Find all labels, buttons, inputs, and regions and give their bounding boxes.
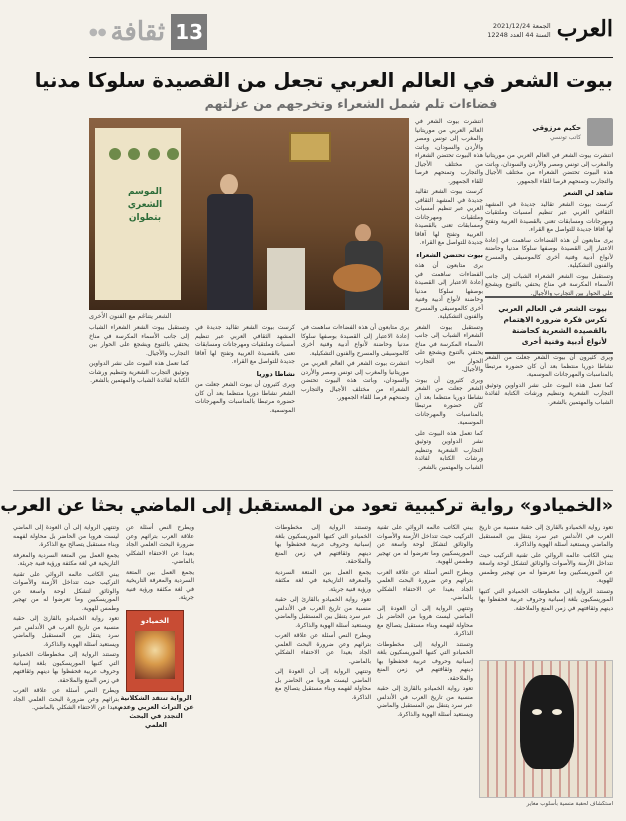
article-column-1b: ويرى كثيرون أن بيوت الشعر جعلت من الشعر نشاطا دوريا منتظما بعد أن كان حضوره مرتبطا بالمناسبات والمهرجانات الموسمية. كما تعمل هذه البيوت على نشر الدواوين وتوثيق التجارب الشعرية وتنظيم ورشات الكتابة لفائدة الشباب والمهتمين بالشعر. (485, 354, 613, 406)
speaker-figure (207, 174, 253, 310)
issue-number: السنة 44 العدد 12248 (487, 31, 551, 39)
story2-column-3: وتستند الرواية إلى مخطوطات الخميادو التي كتبها الموريسكيون بلغة إسبانية وحروف عربية فحفظوا بها دينهم وثقافتهم في زمن المنع والملاحقة. يجمع العمل بين المتعة السردية والمعرفة التاريخية في لغة مكثفة ورؤية فنية جريئة. تعود رواية الخميادو بالقارئ إلى حقبة منسية من تاريخ العرب في الأندلس عبر سرد يتنقل بين المستقبل والماضي ويستعيد أسئلة الهوية والذاكرة. ويطرح النص أسئلة عن علاقة العرب بتراثهم وعن ضرورة البحث العلمي الجاد بعيدا عن الاحتفاء الشكلي بالماضي. وتنتهي الرواية إلى أن العودة إلى الماضي ليست هروبا من الحاضر بل محاولة لفهمه وبناء مستقبل يتصالح مع الذاكرة. (275, 524, 371, 701)
main-headline[interactable]: بيوت الشعر في العالم العربي تجعل من القصيدة سلوكا مدنيا (34, 69, 613, 92)
event-banner (95, 128, 181, 300)
masthead (89, 14, 613, 58)
article-column-1: انتشرت بيوت الشعر في العالم العربي من موريتانيا والمغرب إلى تونس ومصر والأردن والسودان، وباتت هذه البيوت تحتضن الشعراء من مختلف الأجيال والتجارب وتمنحهم فرصا للقاء الجمهور. شاهد لي الشعر كرست بيوت الشعر تقاليد جديدة في المشهد الثقافي العربي عبر تنظيم أمسيات وملتقيات ومهرجانات ومسابقات تعنى بالقصيدة العربية وتفتح لها آفاقا جديدة للتواصل مع القراء. يرى متابعون أن هذه الفضاءات ساهمت في إعادة الاعتبار إلى القصيدة بوصفها سلوكا مدنيا وحاضنة لأنواع أدبية وفنية أخرى كالموسيقى والمسرح والفنون التشكيلية. وتستقبل بيوت الشعر الشعراء الشباب إلى جانب الأسماء المكرسة في مناخ يحتفي بالتنوع ويشجع على الحوار بين التجارب والأجيال. (485, 152, 613, 297)
story2-column-5: وتنتهي الرواية إلى أن العودة إلى الماضي ليست هروبا من الحاضر بل محاولة لفهمه وبناء مستقبل يتصالح مع الذاكرة. يجمع العمل بين المتعة السردية والمعرفة التاريخية في لغة مكثفة ورؤية فنية جريئة. يبني الكاتب عالمه الروائي على تقنية التركيب حيث تتداخل الأزمنة والأصوات والوثائق لتشكل لوحة واسعة عن الموريسكيين وما تعرضوا له من تهجير وطمس للهوية. تعود رواية الخميادو بالقارئ إلى حقبة منسية من تاريخ العرب في الأندلس عبر سرد يتنقل بين المستقبل والماضي ويستعيد أسئلة الهوية والذاكرة. وتستند الرواية إلى مخطوطات الخميادو التي كتبها الموريسكيون بلغة إسبانية وحروف عربية فحفظوا بها دينهم وثقافتهم في زمن المنع والملاحقة. ويطرح النص أسئلة عن علاقة العرب بتراثهم وعن ضرورة البحث العلمي الجاد بعيدا عن الاحتفاء الشكلي بالماضي. (13, 524, 119, 711)
article-column-4: كرست بيوت الشعر تقاليد جديدة في المشهد الثقافي العربي عبر تنظيم أمسيات وملتقيات ومهرجانات ومسابقات تعنى بالقصيدة العربية وتفتح لها آفاقا جديدة للتواصل مع القراء. نشاطا دوريا ويرى كثيرون أن بيوت الشعر جعلت من الشعر نشاطا دوريا منتظما بعد أن كان حضوره مرتبطا بالمناسبات والمهرجانات الموسمية. (195, 324, 295, 414)
banner-text: الموسم الشعري بتطوان (127, 187, 163, 223)
artwork-eye (552, 709, 562, 715)
article-column-5: وتستقبل بيوت الشعر الشعراء الشباب إلى جانب الأسماء المكرسة في مناخ يحتفي بالتنوع ويشجع على الحوار بين التجارب والأجيال. كما تعمل هذه البيوت على نشر الدواوين وتوثيق التجارب الشعرية وتنظيم ورشات الكتابة لفائدة الشباب والمهتمين بالشعر. (89, 324, 189, 384)
podium (267, 248, 305, 310)
story-divider (13, 490, 613, 491)
article-column-2: انتشرت بيوت الشعر في العالم العربي من موريتانيا والمغرب إلى تونس ومصر والأردن والسودان، وباتت هذه البيوت تحتضن الشعراء من مختلف الأجيال والتجارب وتمنحهم فرصا للقاء الجمهور. كرست بيوت الشعر تقاليد جديدة في المشهد الثقافي العربي عبر تنظيم أمسيات وملتقيات ومهرجانات ومسابقات تعنى بالقصيدة العربية وتفتح لها آفاقا جديدة للتواصل مع القراء. بيوت تحتضن الشعراء يرى متابعون أن هذه الفضاءات ساهمت في إعادة الاعتبار إلى القصيدة بوصفها سلوكا مدنيا وحاضنة لأنواع أدبية وفنية أخرى كالموسيقى والمسرح والفنون التشكيلية. وتستقبل بيوت الشعر الشعراء الشباب إلى جانب الأسماء المكرسة في مناخ يحتفي بالتنوع ويشجع على الحوار بين التجارب والأجيال. ويرى كثيرون أن بيوت الشعر جعلت من الشعر نشاطا دوريا منتظما بعد أن كان حضوره مرتبطا بالمناسبات والمهرجانات الموسمية. كما تعمل هذه البيوت على نشر الدواوين وتوثيق التجارب الشعرية وتنظيم ورشات الكتابة لفائدة الشباب والمهتمين بالشعر. (415, 118, 483, 471)
sponsor-logos (109, 148, 179, 160)
story2-column-1: تعود رواية الخميادو بالقارئ إلى حقبة منسية من تاريخ العرب في الأندلس عبر سرد يتنقل بين المستقبل والماضي ويستعيد أسئلة الهوية والذاكرة. يبني الكاتب عالمه الروائي على تقنية التركيب حيث تتداخل الأزمنة والأصوات والوثائق لتشكل لوحة واسعة عن الموريسكيين وما تعرضوا له من تهجير وطمس للهوية. وتستند الرواية إلى مخطوطات الخميادو التي كتبها الموريسكيون بلغة إسبانية وحروف عربية فحفظوا بها دينهم وثقافتهم في زمن المنع والملاحقة. (479, 524, 613, 612)
section-title: ثقافة (110, 17, 166, 47)
author-role: كاتب تونسي (550, 134, 581, 141)
artwork-image[interactable] (479, 660, 613, 798)
photo-caption: الشعر يتناغم مع الفنون الأخرى (89, 312, 172, 320)
top-story (89, 118, 613, 471)
article-column-3: يرى متابعون أن هذه الفضاءات ساهمت في إعادة الاعتبار إلى القصيدة بوصفها سلوكا مدنيا وحاضنة لأنواع أدبية وفنية أخرى كالموسيقى والمسرح والفنون التشكيلية. انتشرت بيوت الشعر في العالم العربي من موريتانيا والمغرب إلى تونس ومصر والأردن والسودان، وباتت هذه البيوت تحتضن الشعراء من مختلف الأجيال والتجارب وتمنحهم فرصا للقاء الجمهور. (301, 324, 409, 401)
book-pull-quote: الرواية تنتقد الشكلانية عن التراث العربي وعدم التجدد في البحث العلمي (118, 694, 194, 729)
story2-column-4: ويطرح النص أسئلة عن علاقة العرب بتراثهم وعن ضرورة البحث العلمي الجاد بعيدا عن الاحتفاء الشكلي بالماضي. يجمع العمل بين المتعة السردية والمعرفة التاريخية في لغة مكثفة ورؤية فنية جريئة. (126, 524, 194, 601)
section-block (89, 14, 207, 50)
guitarist-figure (329, 224, 397, 310)
portrait-frame (289, 132, 331, 162)
second-headline[interactable]: «الخميادو» رواية تركيبية تعود من المستقبل إلى الماضي بحثا عن العرب (0, 496, 613, 516)
book-cover-art (135, 631, 175, 679)
newspaper-logo[interactable]: العرب (556, 16, 613, 42)
issue-date: الجمعة 2021/12/24 (492, 22, 551, 30)
section-dots-icon: ●● (89, 26, 107, 38)
pull-quote: بيوت الشعر في العالم العربي تكرس فكرة ضرورة الاهتمام بالقصيدة الشعرية كحاضنة لأنواع أدبية وفنية أخرى (485, 296, 613, 354)
main-subheadline: فضاءات تلم شمل الشعراء وتخرجهم من عزلتهم (204, 96, 498, 111)
author-name[interactable]: حكيم مرزوقي (532, 124, 581, 132)
story2-column-2: يبني الكاتب عالمه الروائي على تقنية التركيب حيث تتداخل الأزمنة والأصوات والوثائق لتشكل لوحة واسعة عن الموريسكيين وما تعرضوا له من تهجير وطمس للهوية. ويطرح النص أسئلة عن علاقة العرب بتراثهم وعن ضرورة البحث العلمي الجاد بعيدا عن الاحتفاء الشكلي بالماضي. وتنتهي الرواية إلى أن العودة إلى الماضي ليست هروبا من الحاضر بل محاولة لفهمه وبناء مستقبل يتصالح مع الذاكرة. وتستند الرواية إلى مخطوطات الخميادو التي كتبها الموريسكيون بلغة إسبانية وحروف عربية فحفظوا بها دينهم وثقافتهم في زمن المنع والملاحقة. تعود رواية الخميادو بالقارئ إلى حقبة منسية من تاريخ العرب في الأندلس عبر سرد يتنقل بين المستقبل والماضي ويستعيد أسئلة الهوية والذاكرة. (377, 524, 473, 718)
brand-block (487, 14, 613, 44)
artwork-caption: استكشاف لحقبة منسية بأسلوب مغاير (526, 801, 613, 807)
author-box (485, 118, 613, 148)
page-number: 13 (171, 14, 207, 50)
author-avatar (587, 118, 613, 146)
issue-meta (487, 14, 550, 40)
book-title: الخميادو (140, 617, 170, 625)
book-cover[interactable] (126, 610, 184, 692)
artwork-eye (532, 709, 542, 715)
event-photo[interactable] (89, 118, 409, 310)
column-subhead: شاهد لي الشعر (563, 189, 613, 197)
artwork-face (520, 675, 574, 769)
